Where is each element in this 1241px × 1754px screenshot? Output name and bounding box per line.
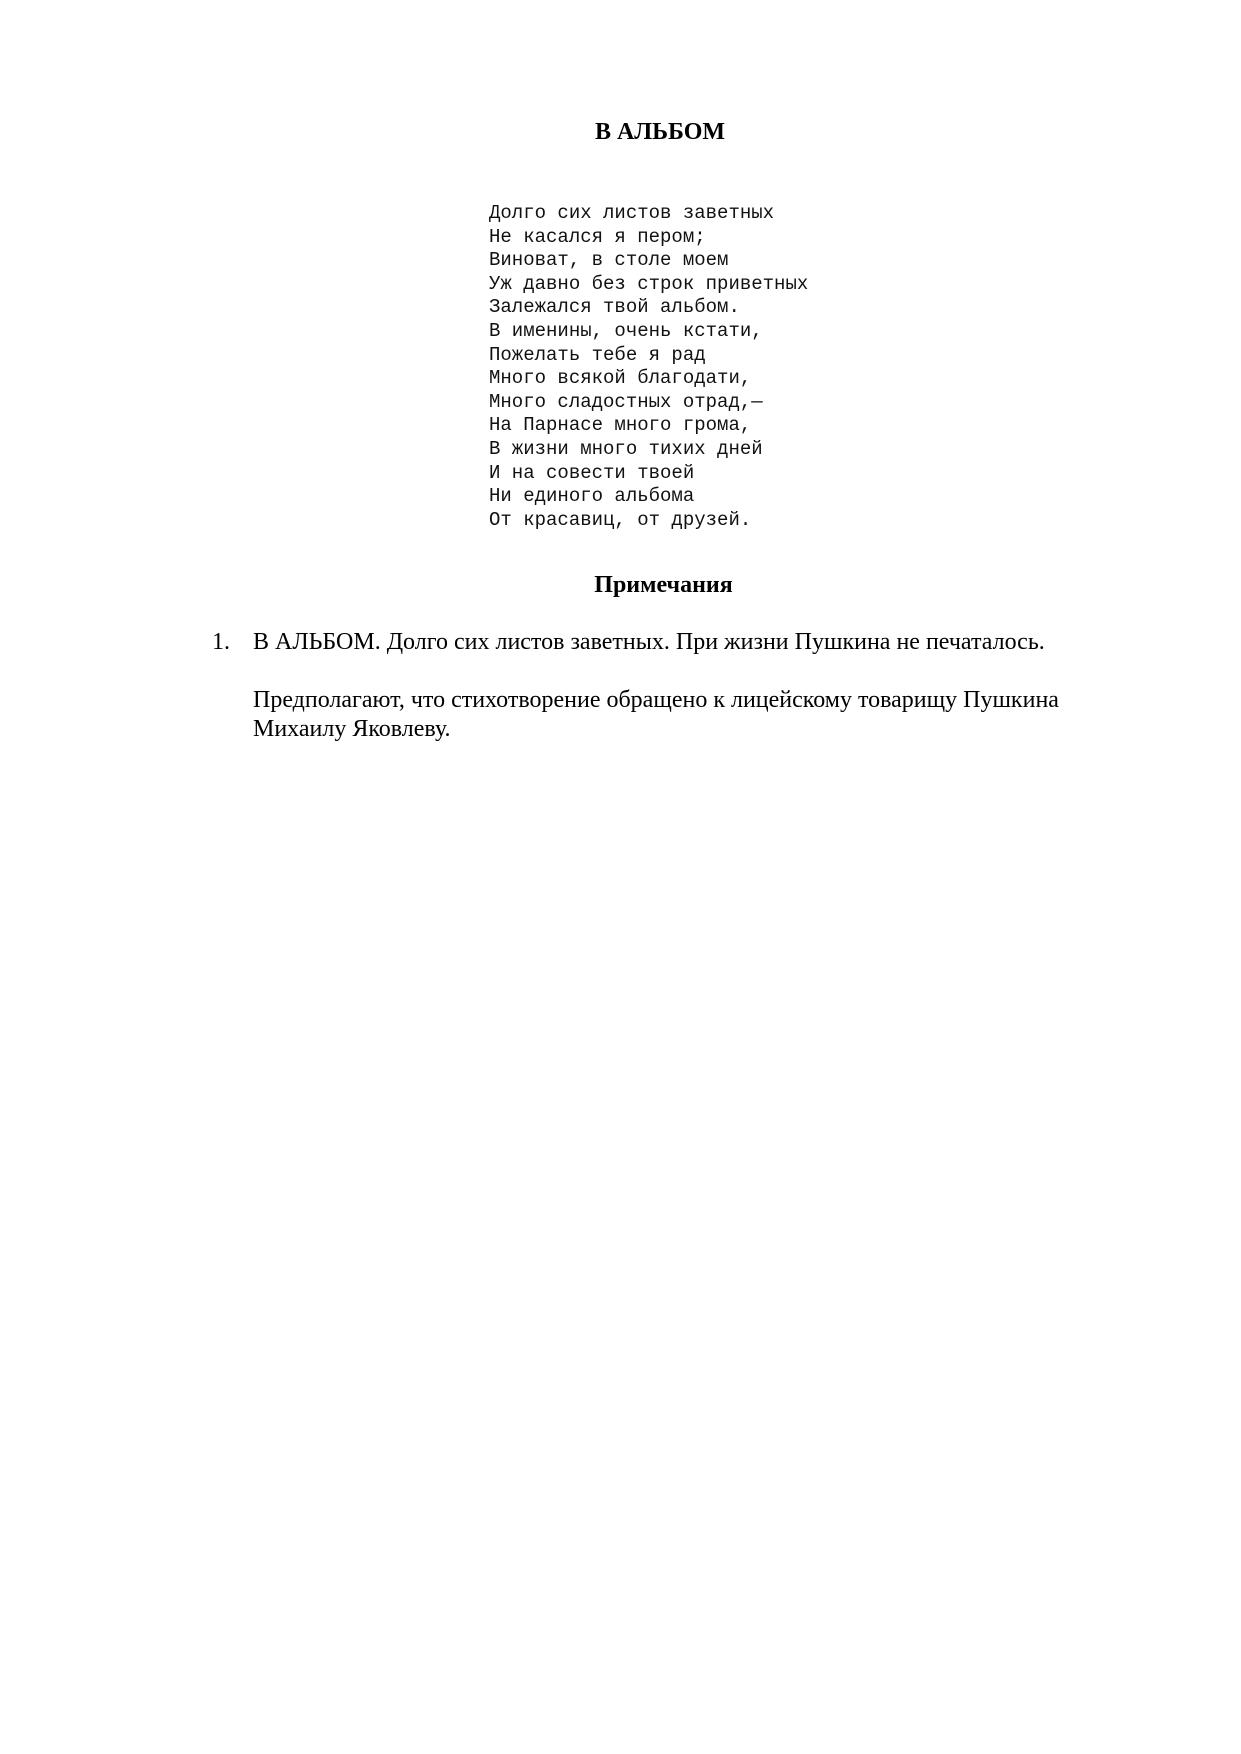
note-paragraph: В АЛЬБОМ. Долго сих листов заветных. При жизни Пушкина не печаталось. [253,629,1045,655]
poem-line: Много сладостных отрад,— [489,390,763,413]
poem-body [489,202,808,532]
notes-list [210,628,1110,744]
poem-line: Долго сих листов заветных [489,202,775,224]
notes-heading: Примечания [594,572,733,598]
poem-line: И на совести твоей [489,461,695,484]
poem-line: Ни единого альбома [489,485,695,508]
poem-line: Залежался твой альбом. [489,296,740,319]
poem-title: В АЛЬБОМ [594,119,726,145]
note-item [210,628,1110,744]
poem-line: В именины, очень кстати, [489,319,763,342]
poem-line: Уж давно без строк приветных [489,272,809,295]
note-paragraph: Предполагают, что стихотворение обращено к лицейскому товарищу Пушкина Михаилу Яковлеву. [253,687,1059,742]
poem-line: Не касался я пером; [489,225,706,248]
poem-line: Виноват, в столе моем [489,249,729,272]
poem-line: В жизни много тихих дней [489,437,763,460]
poem-line: Много всякой благодати, [489,367,752,390]
poem-line: От красавиц, от друзей. [489,508,752,531]
poem-line: На Парнасе много грома, [489,414,752,437]
note-number: 1. [212,629,230,655]
poem-line: Пожелать тебе я рад [489,343,706,366]
